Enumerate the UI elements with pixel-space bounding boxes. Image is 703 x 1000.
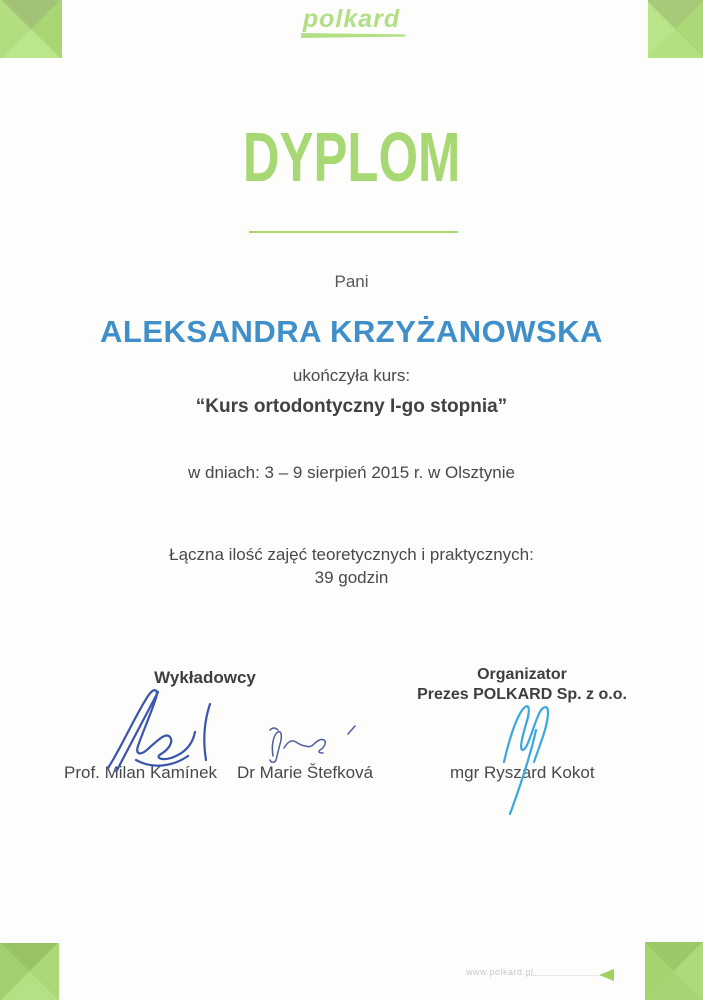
course-dates: w dniach: 3 – 9 sierpień 2015 r. w Olsztynie	[188, 463, 515, 482]
completed-label: ukończyła kurs:	[292, 366, 411, 385]
corner-decoration-bottom-right	[645, 942, 703, 1000]
footer-dotted-line	[527, 975, 598, 976]
signature-milan-kaminek	[100, 684, 222, 772]
hours-block	[0, 543, 703, 589]
diploma-title	[0, 119, 703, 197]
footer-arrow-icon	[599, 969, 614, 981]
organizer-heading-line2: Prezes POLKARD Sp. z o.o.	[417, 686, 627, 703]
title-divider-line	[249, 231, 458, 233]
website-url: www.polkard.pl	[466, 967, 534, 977]
hours-label: Łączna ilość zajęć teoretycznych i praktycznych:	[169, 545, 534, 564]
polkard-logo: polkard	[302, 5, 401, 33]
salutation: Pani	[334, 272, 369, 291]
recipient-name: ALEKSANDRA KRZYŻANOWSKA	[100, 314, 603, 349]
hours-value: 39 godzin	[314, 568, 389, 587]
organizer-heading-line1: Organizator	[477, 666, 567, 683]
organizer-heading	[408, 665, 636, 705]
signature-marie-stefkova	[260, 724, 360, 766]
course-title: “Kurs ortodontyczny I-go stopnia”	[195, 396, 508, 417]
corner-decoration-bottom-left	[0, 943, 59, 1000]
lecturer-name-1: Prof. Milan Kamínek	[64, 763, 218, 782]
signature-ryszard-kokot	[492, 700, 564, 818]
organizer-name: mgr Ryszard Kokot	[450, 763, 595, 782]
diploma-title-text: DYPLOM	[242, 119, 461, 197]
lecturers-heading: Wykładowcy	[154, 668, 256, 687]
lecturer-name-2: Dr Marie Štefková	[237, 763, 374, 782]
